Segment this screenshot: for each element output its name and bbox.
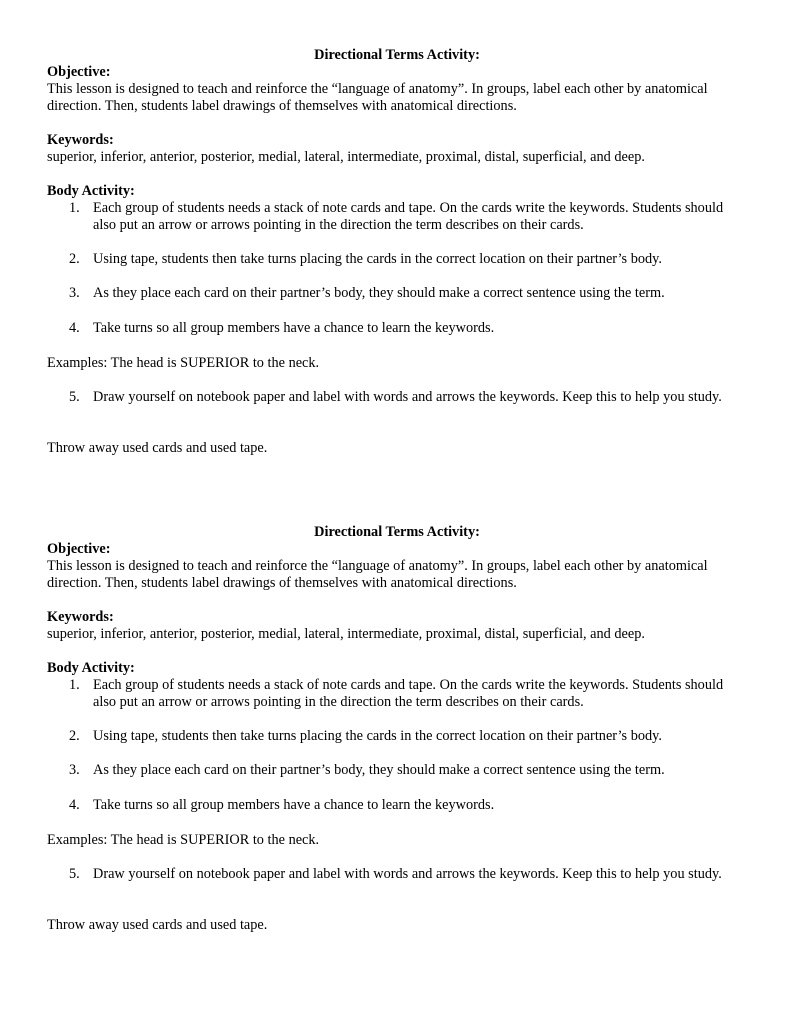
- step-number: 2.: [69, 251, 80, 267]
- step-number: 5.: [69, 389, 80, 405]
- step-text: As they place each card on their partner’s body, they should make a correct sentence using the term.: [93, 285, 665, 301]
- list-item: [47, 320, 747, 337]
- step-number: 4.: [69, 320, 80, 336]
- step-text: Draw yourself on notebook paper and label with words and arrows the keywords. Keep this to help you study.: [93, 389, 722, 405]
- step-text: Take turns so all group members have a chance to learn the keywords.: [93, 320, 495, 336]
- keywords-label: Keywords:: [47, 609, 114, 625]
- objective-text: This lesson is designed to teach and reinforce the “language of anatomy”. In groups, label each other by anatomical direction. Then, students label drawings of themselves with anatomical directions.: [47, 81, 708, 114]
- step-number: 1.: [69, 677, 80, 693]
- list-item: [47, 762, 747, 779]
- step-number: 5.: [69, 866, 80, 882]
- step-text: Each group of students needs a stack of note cards and tape. On the cards write the keywords. Students should also put an arrow or arrows pointing in the direction the term describes on their cards.: [93, 677, 724, 710]
- activity-section: [47, 47, 747, 457]
- step-text: Using tape, students then take turns placing the cards in the correct location on their partner’s body.: [93, 251, 662, 267]
- step-text: Using tape, students then take turns placing the cards in the correct location on their partner’s body.: [93, 728, 662, 744]
- step-text: Draw yourself on notebook paper and label with words and arrows the keywords. Keep this to help you study.: [93, 866, 722, 882]
- keywords-text: superior, inferior, anterior, posterior, medial, lateral, intermediate, proximal, distal, superficial, and deep.: [47, 626, 645, 642]
- step-text: As they place each card on their partner’s body, they should make a correct sentence using the term.: [93, 762, 665, 778]
- steps-list: [47, 677, 747, 814]
- closing-text: Throw away used cards and used tape.: [47, 440, 268, 456]
- list-item: [47, 389, 747, 406]
- list-item: [47, 251, 747, 268]
- objective-text: This lesson is designed to teach and reinforce the “language of anatomy”. In groups, label each other by anatomical direction. Then, students label drawings of themselves with anatomical directions.: [47, 558, 708, 591]
- step-number: 3.: [69, 762, 80, 778]
- activity-title: Directional Terms Activity:: [314, 47, 480, 63]
- list-item: [47, 797, 747, 814]
- body-activity-label: Body Activity:: [47, 660, 135, 676]
- list-item: [47, 677, 747, 711]
- steps-list: [47, 200, 747, 337]
- objective-label: Objective:: [47, 64, 111, 80]
- list-item: [47, 200, 747, 234]
- step-text: Each group of students needs a stack of note cards and tape. On the cards write the keywords. Students should also put an arrow or arrows pointing in the direction the term describes on their cards.: [93, 200, 724, 233]
- activity-section: [47, 524, 747, 934]
- examples-text: Examples: The head is SUPERIOR to the neck.: [47, 355, 320, 371]
- closing-text: Throw away used cards and used tape.: [47, 917, 268, 933]
- step-number: 2.: [69, 728, 80, 744]
- step-text: Take turns so all group members have a chance to learn the keywords.: [93, 797, 495, 813]
- keywords-text: superior, inferior, anterior, posterior, medial, lateral, intermediate, proximal, distal, superficial, and deep.: [47, 149, 645, 165]
- step-number: 3.: [69, 285, 80, 301]
- activity-title: Directional Terms Activity:: [314, 524, 480, 540]
- step-number: 4.: [69, 797, 80, 813]
- examples-text: Examples: The head is SUPERIOR to the neck.: [47, 832, 320, 848]
- objective-label: Objective:: [47, 541, 111, 557]
- steps-list-continued: [47, 866, 747, 883]
- step-number: 1.: [69, 200, 80, 216]
- body-activity-label: Body Activity:: [47, 183, 135, 199]
- list-item: [47, 866, 747, 883]
- keywords-label: Keywords:: [47, 132, 114, 148]
- list-item: [47, 728, 747, 745]
- list-item: [47, 285, 747, 302]
- steps-list-continued: [47, 389, 747, 406]
